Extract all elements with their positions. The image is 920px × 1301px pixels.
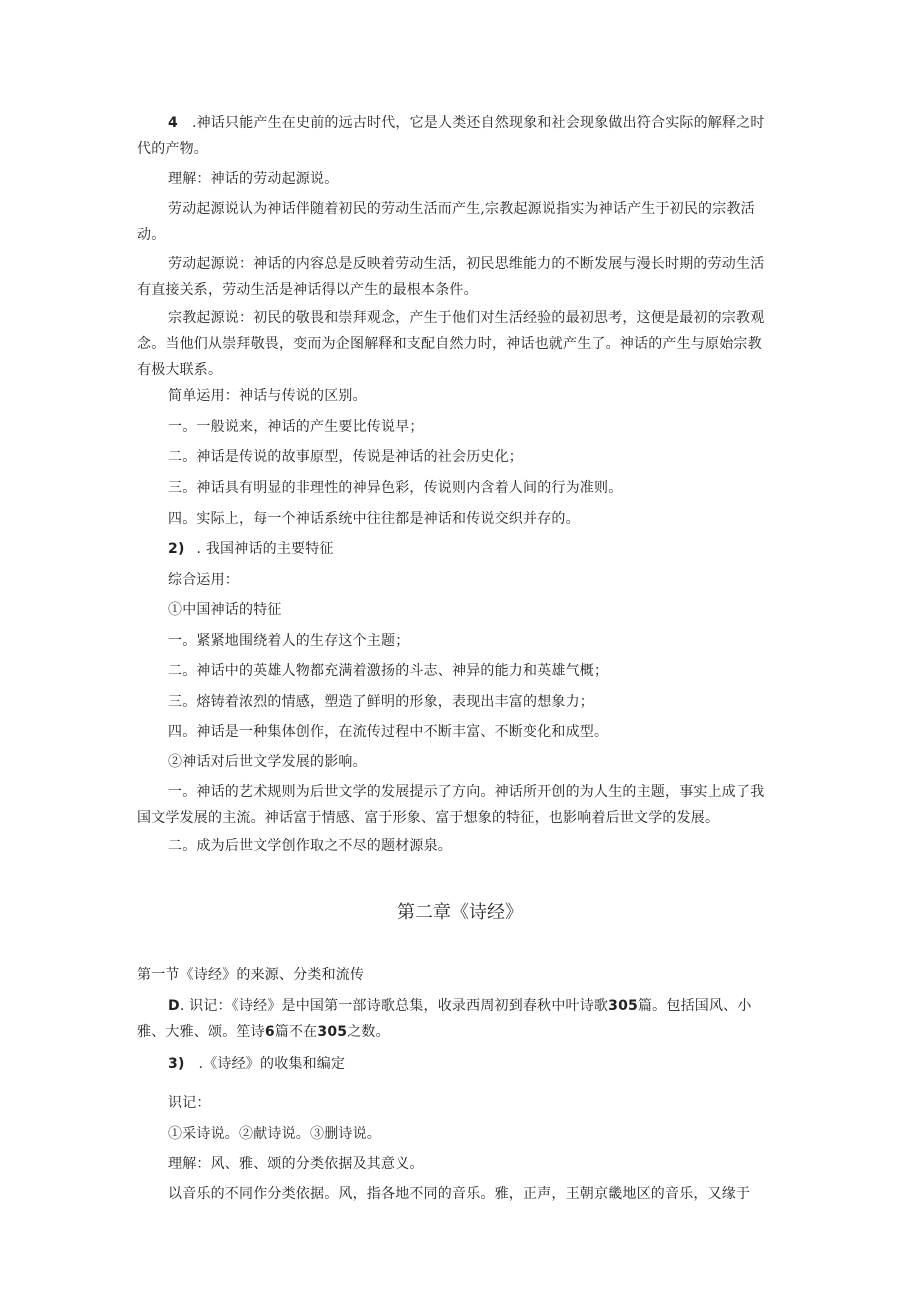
paragraph-labor-origin xyxy=(137,251,783,303)
subheading-text: .《诗经》的收集和编定 xyxy=(198,1056,346,1072)
paragraph: ①采诗说。②献诗说。③删诗说。 xyxy=(168,1126,381,1142)
paragraph-text: 雅、大雅、颂。笙诗 xyxy=(137,1024,265,1040)
paragraph-text: 国文学发展的主流。神话富于情感、富于形象、富于想象的特征，也影响着后世文学的发展。 xyxy=(137,810,720,826)
list-item: 一。一般说来，神话的产生要比传说早； xyxy=(168,419,424,435)
paragraph-text: .神话只能产生在史前的远古时代，它是人类还自然现象和社会现象做出符合实际的解释之时 xyxy=(191,115,765,131)
paragraph-text: 动。 xyxy=(137,227,166,243)
list-item: 二。成为后世文学创作取之不尽的题材源泉。 xyxy=(168,838,452,854)
paragraph: 综合运用： xyxy=(168,572,239,588)
paragraph-text: 之数。 xyxy=(347,1024,390,1040)
paragraph-influence xyxy=(137,779,783,831)
paragraph-text: 代的产物。 xyxy=(137,141,208,157)
list-item: 一。紧紧地围绕着人的生存这个主题； xyxy=(168,633,410,649)
paragraph-text: 劳动起源说：神话的内容总是反映着劳动生活，初民思维能力的不断发展与漫长时期的劳动生活 xyxy=(168,256,765,272)
paragraph-text: 宗教起源说：初民的敬畏和崇拜观念，产生于他们对生活经验的最初思考，这便是最初的宗教观 xyxy=(168,310,765,326)
item-number: 2) xyxy=(168,541,185,557)
paragraph: 简单运用：神话与传说的区别。 xyxy=(168,388,367,404)
number-text: 305 xyxy=(317,1024,348,1040)
paragraph-text: 有极大联系。 xyxy=(137,362,223,378)
item-number: 4 xyxy=(168,115,178,131)
item-number: 3) xyxy=(168,1056,185,1072)
paragraph: 以音乐的不同作分类依据。风，指各地不同的音乐。雅，正声，王朝京畿地区的音乐，又缘于 xyxy=(168,1186,751,1202)
subheading-features xyxy=(137,536,783,562)
list-item: 三。神话具有明显的非理性的神异色彩，传说则内含着人间的行为准则。 xyxy=(168,480,623,496)
list-item: 二。神话是传说的故事原型，传说是神话的社会历史化； xyxy=(168,449,523,465)
list-item: 二。神话中的英雄人物都充满着激扬的斗志、神异的能力和英雄气概； xyxy=(168,663,609,679)
list-item: 三。熔铸着浓烈的情感，塑造了鲜明的形象，表现出丰富的想象力； xyxy=(168,694,594,710)
paragraph-religion-origin xyxy=(137,305,783,383)
paragraph-text: 篇不在 xyxy=(274,1024,318,1040)
paragraph-origin-era xyxy=(137,110,783,162)
paragraph-text: 念。当他们从崇拜敬畏，变而为企图解释和支配自然力时，神话也就产生了。神话的产生与原始宗教 xyxy=(137,336,762,352)
subheading-text: . 我国神话的主要特征 xyxy=(196,541,334,557)
section-title: 第一节《诗经》的来源、分类和流传 xyxy=(137,967,365,983)
number-text: 6 xyxy=(264,1024,275,1040)
paragraph-labor-religion xyxy=(137,196,783,248)
paragraph: ①中国神话的特征 xyxy=(168,602,282,618)
subheading-compilation xyxy=(137,1051,783,1077)
paragraph-text: 一。神话的艺术规则为后世文学的发展提示了方向。神话所开创的为人生的主题，事实上成了我 xyxy=(168,784,765,800)
chapter-title: 第二章《诗经》 xyxy=(397,902,523,923)
paragraph-text: . 识记：《诗经》是中国第一部诗歌总集，收录西周初到春秋中叶诗歌 xyxy=(179,998,609,1014)
paragraph-text: 劳动起源说认为神话伴随着初民的劳动生活而产生,宗教起源说指实为神话产生于初民的宗教活 xyxy=(168,201,755,217)
paragraph: 识记： xyxy=(168,1095,211,1111)
paragraph: ②神话对后世文学发展的影响。 xyxy=(168,754,367,770)
paragraph-text: 篇。包括国风、小 xyxy=(637,998,752,1014)
paragraph-text: 有直接关系，劳动生活是神话得以产生的最根本条件。 xyxy=(137,282,478,298)
list-item: 四。实际上，每一个神话系统中往往都是神话和传说交织并存的。 xyxy=(168,511,580,527)
item-label: D xyxy=(168,998,180,1014)
list-item: 四。神话是一种集体创作，在流传过程中不断丰富、不断变化和成型。 xyxy=(168,724,609,740)
paragraph: 理解：神话的劳动起源说。 xyxy=(168,171,339,187)
number-text: 305 xyxy=(608,998,638,1014)
paragraph-shijing-intro xyxy=(137,993,783,1045)
paragraph: 理解：风、雅、颂的分类依据及其意义。 xyxy=(168,1156,424,1172)
